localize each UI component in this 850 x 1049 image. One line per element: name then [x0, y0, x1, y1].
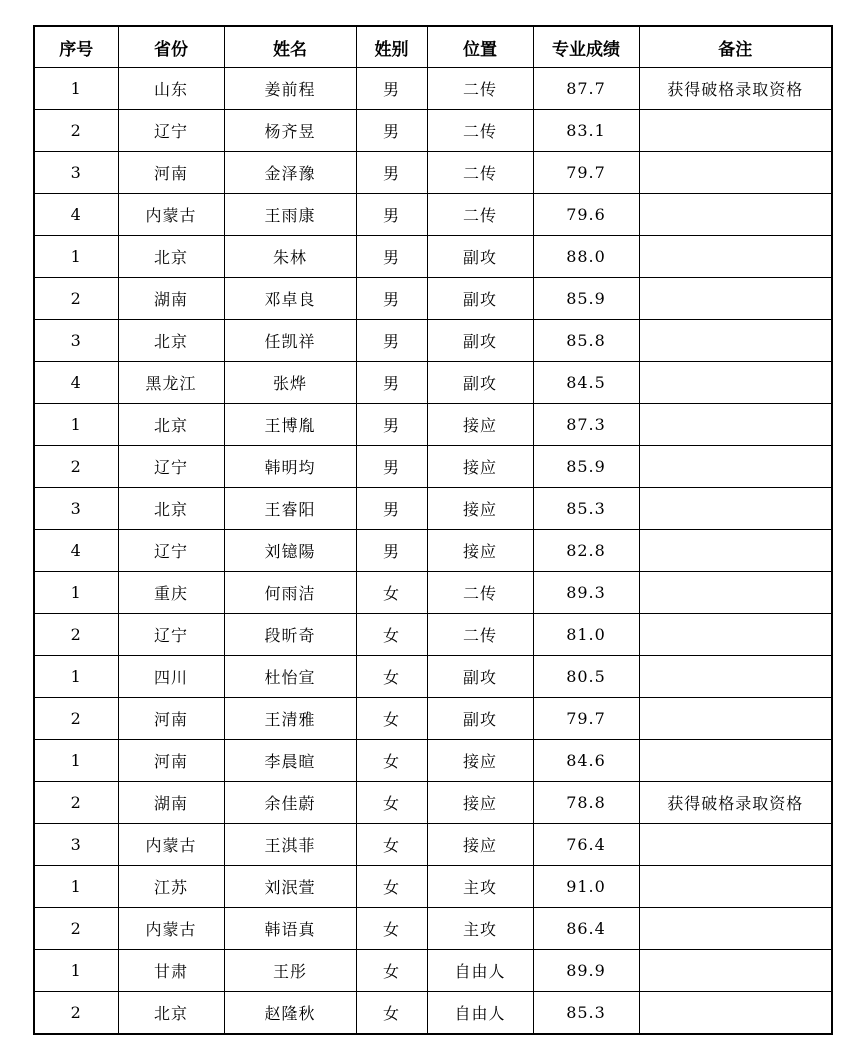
cell-index: 1 — [34, 404, 118, 446]
table-row — [34, 866, 832, 908]
cell-score: 85.9 — [533, 446, 639, 488]
cell-remarks — [639, 656, 832, 698]
cell-remarks — [639, 992, 832, 1035]
cell-index: 2 — [34, 908, 118, 950]
cell-position: 二传 — [427, 572, 533, 614]
header-score: 专业成绩 — [533, 26, 639, 68]
cell-name: 邓卓良 — [224, 278, 356, 320]
cell-name: 李晨暄 — [224, 740, 356, 782]
cell-gender: 女 — [356, 740, 427, 782]
cell-province: 辽宁 — [118, 614, 224, 656]
cell-position: 二传 — [427, 152, 533, 194]
cell-score: 87.3 — [533, 404, 639, 446]
cell-score: 86.4 — [533, 908, 639, 950]
cell-gender: 男 — [356, 152, 427, 194]
cell-remarks — [639, 446, 832, 488]
cell-province: 湖南 — [118, 782, 224, 824]
table-row — [34, 530, 832, 572]
cell-remarks — [639, 740, 832, 782]
cell-remarks — [639, 194, 832, 236]
cell-name: 韩明均 — [224, 446, 356, 488]
cell-score: 89.9 — [533, 950, 639, 992]
cell-province: 甘肃 — [118, 950, 224, 992]
cell-score: 81.0 — [533, 614, 639, 656]
table-row — [34, 362, 832, 404]
cell-index: 2 — [34, 992, 118, 1035]
cell-remarks — [639, 572, 832, 614]
cell-remarks — [639, 530, 832, 572]
cell-position: 副攻 — [427, 320, 533, 362]
cell-name: 任凯祥 — [224, 320, 356, 362]
cell-province: 北京 — [118, 236, 224, 278]
cell-score: 79.7 — [533, 698, 639, 740]
cell-province: 辽宁 — [118, 446, 224, 488]
cell-index: 1 — [34, 740, 118, 782]
header-remarks: 备注 — [639, 26, 832, 68]
cell-index: 2 — [34, 614, 118, 656]
table-row — [34, 488, 832, 530]
cell-province: 江苏 — [118, 866, 224, 908]
cell-name: 刘泯萱 — [224, 866, 356, 908]
cell-gender: 女 — [356, 614, 427, 656]
cell-score: 83.1 — [533, 110, 639, 152]
cell-gender: 男 — [356, 446, 427, 488]
results-table-container — [33, 25, 833, 1035]
cell-score: 76.4 — [533, 824, 639, 866]
cell-name: 王博胤 — [224, 404, 356, 446]
cell-index: 1 — [34, 656, 118, 698]
table-body — [34, 68, 832, 1035]
cell-remarks — [639, 362, 832, 404]
header-row — [34, 26, 832, 68]
cell-province: 辽宁 — [118, 110, 224, 152]
table-row — [34, 320, 832, 362]
cell-index: 3 — [34, 488, 118, 530]
cell-remarks — [639, 152, 832, 194]
table-header — [34, 26, 832, 68]
cell-position: 副攻 — [427, 362, 533, 404]
table-row — [34, 782, 832, 824]
table-row — [34, 824, 832, 866]
cell-gender: 男 — [356, 488, 427, 530]
cell-gender: 男 — [356, 110, 427, 152]
cell-score: 84.6 — [533, 740, 639, 782]
table-row — [34, 698, 832, 740]
cell-score: 78.8 — [533, 782, 639, 824]
cell-index: 1 — [34, 572, 118, 614]
cell-province: 河南 — [118, 698, 224, 740]
cell-name: 何雨洁 — [224, 572, 356, 614]
table-row — [34, 278, 832, 320]
cell-position: 副攻 — [427, 236, 533, 278]
cell-remarks — [639, 908, 832, 950]
cell-index: 4 — [34, 194, 118, 236]
cell-index: 2 — [34, 782, 118, 824]
cell-gender: 男 — [356, 68, 427, 110]
cell-remarks — [639, 950, 832, 992]
cell-position: 接应 — [427, 404, 533, 446]
cell-position: 主攻 — [427, 866, 533, 908]
table-row — [34, 572, 832, 614]
cell-position: 接应 — [427, 488, 533, 530]
table-row — [34, 194, 832, 236]
header-name: 姓名 — [224, 26, 356, 68]
cell-name: 赵隆秋 — [224, 992, 356, 1035]
cell-remarks — [639, 824, 832, 866]
results-table — [33, 25, 833, 1035]
cell-gender: 女 — [356, 950, 427, 992]
cell-name: 王清雅 — [224, 698, 356, 740]
header-gender: 姓别 — [356, 26, 427, 68]
cell-province: 内蒙古 — [118, 908, 224, 950]
cell-name: 王淇菲 — [224, 824, 356, 866]
cell-score: 85.3 — [533, 488, 639, 530]
cell-province: 湖南 — [118, 278, 224, 320]
cell-score: 79.7 — [533, 152, 639, 194]
table-row — [34, 656, 832, 698]
cell-name: 王睿阳 — [224, 488, 356, 530]
cell-name: 段昕奇 — [224, 614, 356, 656]
cell-index: 2 — [34, 698, 118, 740]
cell-index: 1 — [34, 866, 118, 908]
cell-province: 内蒙古 — [118, 824, 224, 866]
cell-gender: 女 — [356, 992, 427, 1035]
cell-name: 刘镱陽 — [224, 530, 356, 572]
table-row — [34, 446, 832, 488]
cell-remarks — [639, 110, 832, 152]
cell-position: 自由人 — [427, 950, 533, 992]
cell-index: 4 — [34, 362, 118, 404]
table-row — [34, 236, 832, 278]
header-index: 序号 — [34, 26, 118, 68]
cell-score: 85.9 — [533, 278, 639, 320]
cell-name: 张烨 — [224, 362, 356, 404]
table-row — [34, 908, 832, 950]
cell-province: 黑龙江 — [118, 362, 224, 404]
cell-position: 副攻 — [427, 656, 533, 698]
cell-name: 王彤 — [224, 950, 356, 992]
cell-index: 2 — [34, 446, 118, 488]
table-row — [34, 614, 832, 656]
cell-index: 2 — [34, 278, 118, 320]
cell-score: 79.6 — [533, 194, 639, 236]
cell-remarks — [639, 488, 832, 530]
cell-remarks — [639, 404, 832, 446]
cell-position: 主攻 — [427, 908, 533, 950]
cell-remarks — [639, 614, 832, 656]
cell-position: 接应 — [427, 446, 533, 488]
cell-name: 余佳蔚 — [224, 782, 356, 824]
cell-index: 2 — [34, 110, 118, 152]
cell-name: 朱林 — [224, 236, 356, 278]
cell-name: 杨齐昱 — [224, 110, 356, 152]
cell-gender: 男 — [356, 362, 427, 404]
cell-gender: 男 — [356, 278, 427, 320]
cell-score: 84.5 — [533, 362, 639, 404]
cell-position: 二传 — [427, 614, 533, 656]
cell-position: 接应 — [427, 782, 533, 824]
cell-index: 1 — [34, 950, 118, 992]
cell-remarks — [639, 236, 832, 278]
cell-remarks — [639, 320, 832, 362]
cell-province: 内蒙古 — [118, 194, 224, 236]
cell-province: 山东 — [118, 68, 224, 110]
cell-index: 3 — [34, 320, 118, 362]
cell-score: 87.7 — [533, 68, 639, 110]
cell-index: 3 — [34, 824, 118, 866]
cell-province: 河南 — [118, 740, 224, 782]
cell-position: 接应 — [427, 824, 533, 866]
cell-score: 89.3 — [533, 572, 639, 614]
cell-gender: 女 — [356, 866, 427, 908]
cell-remarks: 获得破格录取资格 — [639, 68, 832, 110]
cell-position: 自由人 — [427, 992, 533, 1035]
cell-province: 重庆 — [118, 572, 224, 614]
table-row — [34, 110, 832, 152]
cell-score: 80.5 — [533, 656, 639, 698]
cell-position: 二传 — [427, 110, 533, 152]
cell-position: 副攻 — [427, 278, 533, 320]
cell-province: 北京 — [118, 992, 224, 1035]
cell-remarks — [639, 698, 832, 740]
cell-remarks — [639, 866, 832, 908]
cell-position: 接应 — [427, 530, 533, 572]
cell-index: 1 — [34, 236, 118, 278]
cell-province: 四川 — [118, 656, 224, 698]
cell-gender: 男 — [356, 194, 427, 236]
cell-province: 河南 — [118, 152, 224, 194]
cell-score: 82.8 — [533, 530, 639, 572]
table-row — [34, 152, 832, 194]
cell-position: 二传 — [427, 68, 533, 110]
cell-remarks — [639, 278, 832, 320]
cell-name: 姜前程 — [224, 68, 356, 110]
cell-index: 1 — [34, 68, 118, 110]
cell-gender: 女 — [356, 824, 427, 866]
table-row — [34, 404, 832, 446]
cell-province: 北京 — [118, 320, 224, 362]
cell-position: 接应 — [427, 740, 533, 782]
table-row — [34, 992, 832, 1035]
cell-province: 北京 — [118, 488, 224, 530]
cell-name: 韩语真 — [224, 908, 356, 950]
table-row — [34, 68, 832, 110]
cell-gender: 女 — [356, 698, 427, 740]
table-row — [34, 950, 832, 992]
cell-name: 金泽豫 — [224, 152, 356, 194]
cell-name: 杜怡宣 — [224, 656, 356, 698]
cell-remarks: 获得破格录取资格 — [639, 782, 832, 824]
cell-index: 4 — [34, 530, 118, 572]
cell-province: 辽宁 — [118, 530, 224, 572]
table-row — [34, 740, 832, 782]
cell-gender: 女 — [356, 572, 427, 614]
cell-index: 3 — [34, 152, 118, 194]
cell-position: 副攻 — [427, 698, 533, 740]
cell-name: 王雨康 — [224, 194, 356, 236]
cell-province: 北京 — [118, 404, 224, 446]
cell-gender: 女 — [356, 782, 427, 824]
cell-score: 88.0 — [533, 236, 639, 278]
cell-score: 91.0 — [533, 866, 639, 908]
cell-gender: 男 — [356, 404, 427, 446]
cell-score: 85.8 — [533, 320, 639, 362]
header-position: 位置 — [427, 26, 533, 68]
cell-gender: 男 — [356, 236, 427, 278]
cell-gender: 男 — [356, 530, 427, 572]
cell-score: 85.3 — [533, 992, 639, 1035]
cell-position: 二传 — [427, 194, 533, 236]
cell-gender: 男 — [356, 320, 427, 362]
cell-gender: 女 — [356, 908, 427, 950]
cell-gender: 女 — [356, 656, 427, 698]
header-province: 省份 — [118, 26, 224, 68]
